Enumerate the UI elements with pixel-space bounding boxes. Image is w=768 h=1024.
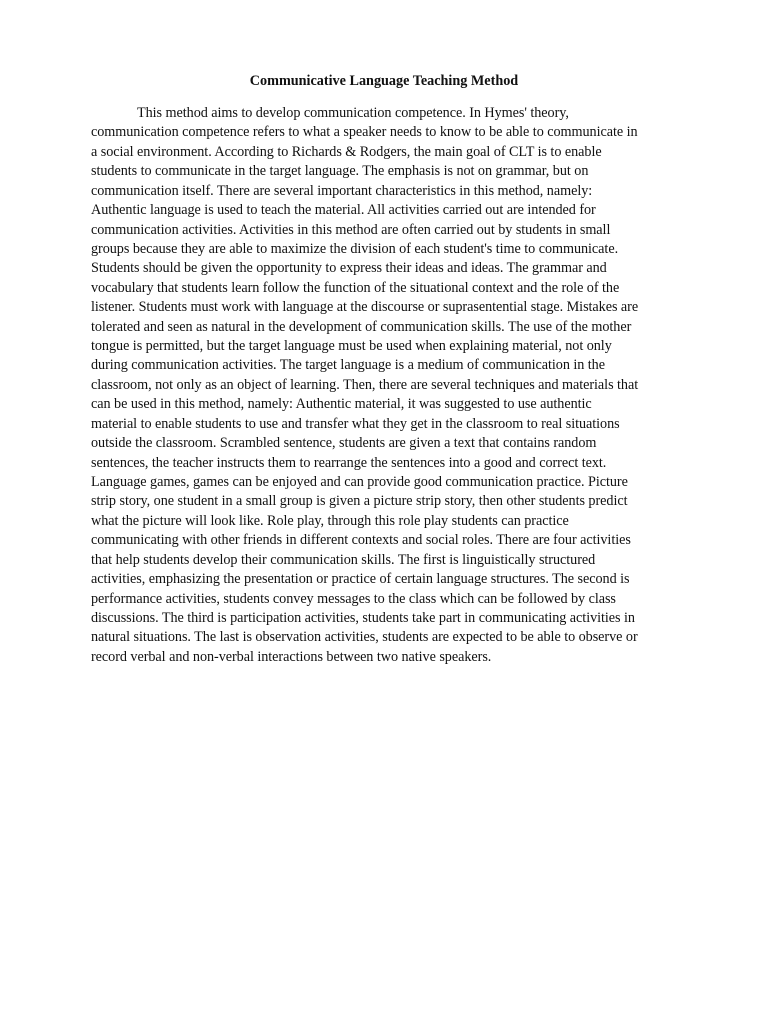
paragraph-line: what the picture will look like. Role play, through this role play students can practice [91,512,569,529]
paragraph-line: tolerated and seen as natural in the development of communication skills. The use of the mother [91,318,632,335]
paragraph-line: communication activities. Activities in this method are often carried out by students in small [91,221,611,238]
paragraph-line: communication itself. There are several important characteristics in this method, namely: [91,182,593,199]
paragraph-line: performance activities, students convey messages to the class which can be followed by class [91,590,616,607]
paragraph-line: natural situations. The last is observation activities, students are expected to be able to observe or [91,629,638,646]
body-paragraph [91,104,651,667]
paragraph-line: that help students develop their communication skills. The first is linguistically structured [91,551,596,568]
paragraph-line: communicating with other friends in different contexts and social roles. There are four activities [91,532,631,549]
paragraph-line: This method aims to develop communication competence. In Hymes' theory, [137,105,569,121]
paragraph-line: Authentic language is used to teach the material. All activities carried out are intended for [91,202,596,219]
paragraph-line: groups because they are able to maximize the division of each student's time to communicate. [91,240,619,257]
paragraph-line: record verbal and non-verbal interactions between two native speakers. [91,648,492,665]
paragraph-line: Language games, games can be enjoyed and can provide good communication practice. Picture [91,474,628,491]
paragraph-line: tongue is permitted, but the target language must be used when explaining material, not only [91,338,612,355]
paragraph-line: activities, emphasizing the presentation or practice of certain language structures. The second is [91,571,630,588]
paragraph-line: outside the classroom. Scrambled sentence, students are given a text that contains random [91,435,597,452]
paragraph-line: sentences, the teacher instructs them to rearrange the sentences into a good and correct text. [91,454,607,471]
paragraph-line: strip story, one student in a small group is given a picture strip story, then other students predict [91,493,628,510]
paragraph-line: listener. Students must work with language at the discourse or suprasentential stage. Mistakes are [91,299,639,316]
paragraph-line: discussions. The third is participation activities, students take part in communicating activities in [91,609,635,626]
paragraph-line: a social environment. According to Richards & Rodgers, the main goal of CLT is to enable [91,143,602,160]
document-title: Communicative Language Teaching Method [249,73,519,89]
paragraph-line: material to enable students to use and transfer what they get in the classroom to real situations [91,415,620,432]
paragraph-line: Students should be given the opportunity to express their ideas and ideas. The grammar and [91,260,607,277]
paragraph-line: students to communicate in the target language. The emphasis is not on grammar, but on [91,163,589,180]
paragraph-line: communication competence refers to what a speaker needs to know to be able to communicate in [91,124,638,141]
paragraph-line: vocabulary that students learn follow the function of the situational context and the role of the [91,279,620,296]
paragraph-line: classroom, not only as an object of learning. Then, there are several techniques and materials that [91,376,639,393]
paragraph-line: during communication activities. The target language is a medium of communication in the [91,357,605,374]
paragraph-line: can be used in this method, namely: Authentic material, it was suggested to use authentic [91,396,592,413]
